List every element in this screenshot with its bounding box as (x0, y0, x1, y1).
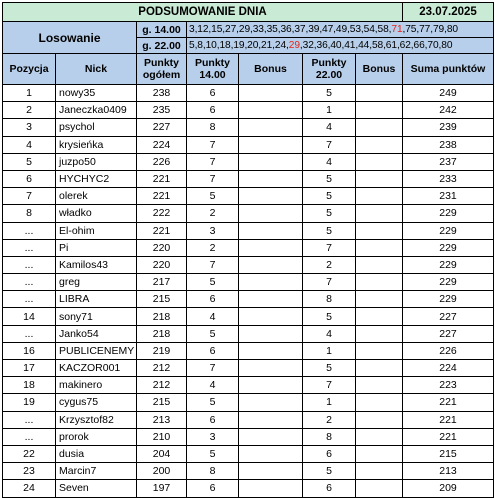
cell-position: 8 (3, 205, 56, 222)
cell-bonus-22 (356, 325, 403, 342)
cell-points-22: 5 (303, 188, 356, 205)
cell-nick: Krzysztof82 (56, 411, 137, 428)
cell-sum: 221 (403, 428, 494, 445)
table-row (3, 153, 494, 170)
cell-bonus-22 (356, 85, 403, 102)
cell-nick: dusia (56, 445, 137, 462)
cell-bonus-14 (239, 360, 303, 377)
cell-total: 215 (137, 291, 187, 308)
cell-points-14: 8 (187, 463, 239, 480)
cell-position: ... (3, 256, 56, 273)
cell-sum: 229 (403, 205, 494, 222)
col-header-total: Punkty ogółem (137, 54, 187, 85)
cell-bonus-22 (356, 188, 403, 205)
cell-bonus-22 (356, 308, 403, 325)
cell-nick: cygus75 (56, 394, 137, 411)
cell-nick: LIBRA (56, 291, 137, 308)
cell-bonus-14 (239, 119, 303, 136)
cell-bonus-22 (356, 342, 403, 359)
cell-points-14: 5 (187, 188, 239, 205)
cell-sum: 229 (403, 256, 494, 273)
cell-sum: 249 (403, 85, 494, 102)
cell-sum: 231 (403, 188, 494, 205)
table-row (3, 170, 494, 187)
col-header-bonus-14: Bonus (239, 54, 303, 85)
cell-points-14: 6 (187, 291, 239, 308)
table-row (3, 411, 494, 428)
cell-bonus-14 (239, 342, 303, 359)
cell-sum: 215 (403, 445, 494, 462)
cell-position: 23 (3, 463, 56, 480)
cell-position: 6 (3, 170, 56, 187)
cell-nick: Janeczka0409 (56, 102, 137, 119)
cell-bonus-22 (356, 480, 403, 497)
cell-nick: El-ohim (56, 222, 137, 239)
table-row (3, 428, 494, 445)
col-header-bonus-22: Bonus (356, 54, 403, 85)
cell-points-14: 4 (187, 308, 239, 325)
cell-points-14: 6 (187, 480, 239, 497)
cell-position: 17 (3, 360, 56, 377)
cell-points-22: 8 (303, 428, 356, 445)
col-header-nick: Nick (56, 54, 137, 85)
cell-nick: olerek (56, 188, 137, 205)
cell-position: 4 (3, 136, 56, 153)
cell-total: 224 (137, 136, 187, 153)
cell-total: 227 (137, 119, 187, 136)
cell-bonus-22 (356, 136, 403, 153)
cell-nick: Seven (56, 480, 137, 497)
cell-points-14: 5 (187, 394, 239, 411)
cell-points-22: 5 (303, 463, 356, 480)
cell-sum: 229 (403, 274, 494, 291)
cell-bonus-22 (356, 428, 403, 445)
cell-points-22: 5 (303, 85, 356, 102)
table-row (3, 325, 494, 342)
draw-highlight-22: 29 (288, 40, 300, 51)
cell-points-22: 2 (303, 256, 356, 273)
table-row (3, 291, 494, 308)
cell-points-22: 5 (303, 170, 356, 187)
cell-sum: 238 (403, 136, 494, 153)
cell-points-14: 8 (187, 119, 239, 136)
cell-sum: 229 (403, 239, 494, 256)
table-row (3, 445, 494, 462)
cell-points-22: 4 (303, 119, 356, 136)
cell-nick: Marcin7 (56, 463, 137, 480)
cell-bonus-22 (356, 394, 403, 411)
cell-points-22: 6 (303, 480, 356, 497)
cell-bonus-14 (239, 394, 303, 411)
table-row (3, 377, 494, 394)
cell-sum: 224 (403, 360, 494, 377)
cell-position: 1 (3, 85, 56, 102)
cell-bonus-14 (239, 428, 303, 445)
cell-bonus-14 (239, 256, 303, 273)
col-header-position: Pozycja (3, 54, 56, 85)
cell-points-22: 1 (303, 394, 356, 411)
cell-bonus-14 (239, 274, 303, 291)
cell-sum: 229 (403, 222, 494, 239)
cell-position: 16 (3, 342, 56, 359)
cell-points-14: 5 (187, 325, 239, 342)
cell-position: ... (3, 222, 56, 239)
cell-points-14: 7 (187, 153, 239, 170)
cell-points-14: 5 (187, 445, 239, 462)
cell-total: 220 (137, 256, 187, 273)
cell-nick: Kamilos43 (56, 256, 137, 273)
table-row (3, 360, 494, 377)
cell-total: 204 (137, 445, 187, 462)
cell-bonus-14 (239, 480, 303, 497)
cell-nick: juzpo50 (56, 153, 137, 170)
cell-total: 221 (137, 188, 187, 205)
cell-total: 222 (137, 205, 187, 222)
column-header-row (3, 54, 494, 85)
table-row (3, 480, 494, 497)
cell-bonus-14 (239, 325, 303, 342)
draw-time-14: g. 14.00 (137, 22, 187, 38)
table-row (3, 342, 494, 359)
cell-sum: 227 (403, 308, 494, 325)
cell-nick: PUBLICENEMY (56, 342, 137, 359)
page-title: PODSUMOWANIE DNIA (3, 3, 403, 22)
cell-bonus-22 (356, 377, 403, 394)
table-row (3, 239, 494, 256)
cell-bonus-22 (356, 222, 403, 239)
cell-bonus-14 (239, 445, 303, 462)
cell-position: 14 (3, 308, 56, 325)
cell-bonus-22 (356, 170, 403, 187)
cell-position: ... (3, 291, 56, 308)
cell-points-22: 6 (303, 445, 356, 462)
cell-total: 218 (137, 325, 187, 342)
cell-points-14: 7 (187, 136, 239, 153)
cell-points-14: 6 (187, 342, 239, 359)
cell-sum: 233 (403, 170, 494, 187)
cell-bonus-22 (356, 119, 403, 136)
cell-bonus-22 (356, 291, 403, 308)
cell-points-14: 6 (187, 411, 239, 428)
summary-table (2, 2, 494, 498)
draw-highlight-14: 71 (391, 24, 403, 35)
table-row (3, 256, 494, 273)
cell-bonus-14 (239, 308, 303, 325)
cell-total: 226 (137, 153, 187, 170)
cell-bonus-22 (356, 205, 403, 222)
cell-nick: krysieńka (56, 136, 137, 153)
cell-points-22: 7 (303, 136, 356, 153)
cell-position: 19 (3, 394, 56, 411)
cell-total: 238 (137, 85, 187, 102)
cell-points-14: 6 (187, 102, 239, 119)
cell-points-22: 5 (303, 360, 356, 377)
cell-bonus-22 (356, 360, 403, 377)
cell-points-22: 7 (303, 377, 356, 394)
cell-points-22: 4 (303, 325, 356, 342)
cell-bonus-14 (239, 188, 303, 205)
cell-bonus-22 (356, 445, 403, 462)
table-row (3, 85, 494, 102)
cell-bonus-14 (239, 377, 303, 394)
cell-total: 221 (137, 170, 187, 187)
table-row (3, 205, 494, 222)
cell-points-14: 3 (187, 428, 239, 445)
table-row (3, 394, 494, 411)
cell-bonus-14 (239, 291, 303, 308)
table-row (3, 463, 494, 480)
cell-position: ... (3, 428, 56, 445)
cell-points-22: 1 (303, 342, 356, 359)
cell-total: 218 (137, 308, 187, 325)
cell-bonus-14 (239, 205, 303, 222)
cell-bonus-14 (239, 153, 303, 170)
draw-time-22: g. 22.00 (137, 38, 187, 54)
cell-bonus-14 (239, 170, 303, 187)
cell-sum: 221 (403, 411, 494, 428)
cell-total: 200 (137, 463, 187, 480)
cell-nick: psychol (56, 119, 137, 136)
cell-position: 3 (3, 119, 56, 136)
cell-nick: Pi (56, 239, 137, 256)
col-header-points-22: Punkty 22.00 (303, 54, 356, 85)
cell-position: ... (3, 274, 56, 291)
cell-points-22: 4 (303, 153, 356, 170)
table-row (3, 188, 494, 205)
cell-nick: HYCHYC2 (56, 170, 137, 187)
cell-points-14: 5 (187, 274, 239, 291)
cell-sum: 227 (403, 325, 494, 342)
cell-nick: sony71 (56, 308, 137, 325)
cell-bonus-14 (239, 463, 303, 480)
cell-bonus-22 (356, 274, 403, 291)
cell-nick: władko (56, 205, 137, 222)
cell-total: 212 (137, 377, 187, 394)
table-row (3, 222, 494, 239)
cell-position: ... (3, 239, 56, 256)
cell-position: 7 (3, 188, 56, 205)
cell-total: 217 (137, 274, 187, 291)
cell-points-22: 8 (303, 291, 356, 308)
cell-sum: 213 (403, 463, 494, 480)
cell-position: 5 (3, 153, 56, 170)
cell-nick: makinero (56, 377, 137, 394)
cell-points-22: 2 (303, 411, 356, 428)
cell-position: 18 (3, 377, 56, 394)
col-header-sum: Suma punktów (403, 54, 494, 85)
cell-nick: Janko54 (56, 325, 137, 342)
cell-sum: 239 (403, 119, 494, 136)
cell-position: ... (3, 325, 56, 342)
cell-bonus-14 (239, 222, 303, 239)
cell-sum: 242 (403, 102, 494, 119)
cell-total: 213 (137, 411, 187, 428)
table-row (3, 136, 494, 153)
cell-nick: nowy35 (56, 85, 137, 102)
cell-bonus-22 (356, 153, 403, 170)
cell-bonus-22 (356, 463, 403, 480)
cell-total: 210 (137, 428, 187, 445)
cell-points-22: 7 (303, 239, 356, 256)
cell-sum: 237 (403, 153, 494, 170)
draw-numbers-14: 3,12,15,27,29,33,35,36,37,39,47,49,53,54,58,71,75,77,79,80 (187, 22, 494, 38)
table-row (3, 274, 494, 291)
cell-points-22: 5 (303, 205, 356, 222)
table-row (3, 308, 494, 325)
cell-total: 219 (137, 342, 187, 359)
cell-points-14: 4 (187, 377, 239, 394)
cell-points-22: 5 (303, 222, 356, 239)
cell-bonus-14 (239, 102, 303, 119)
cell-position: 2 (3, 102, 56, 119)
cell-points-14: 2 (187, 239, 239, 256)
cell-bonus-22 (356, 411, 403, 428)
table-row (3, 102, 494, 119)
cell-points-22: 5 (303, 308, 356, 325)
cell-nick: prorok (56, 428, 137, 445)
cell-total: 220 (137, 239, 187, 256)
cell-total: 235 (137, 102, 187, 119)
cell-bonus-22 (356, 102, 403, 119)
daily-summary-sheet (2, 2, 493, 498)
cell-bonus-22 (356, 256, 403, 273)
cell-nick: KACZOR001 (56, 360, 137, 377)
cell-points-14: 6 (187, 85, 239, 102)
draw-label: Losowanie (3, 22, 137, 54)
cell-total: 212 (137, 360, 187, 377)
cell-points-22: 7 (303, 274, 356, 291)
draw-numbers-22: 5,8,10,18,19,20,21,24,29,32,36,40,41,44,58,61,62,66,70,80 (187, 38, 494, 54)
cell-total: 221 (137, 222, 187, 239)
cell-points-14: 7 (187, 170, 239, 187)
cell-total: 197 (137, 480, 187, 497)
cell-sum: 226 (403, 342, 494, 359)
cell-bonus-22 (356, 239, 403, 256)
cell-points-14: 7 (187, 256, 239, 273)
cell-points-14: 3 (187, 222, 239, 239)
cell-bonus-14 (239, 85, 303, 102)
cell-sum: 209 (403, 480, 494, 497)
cell-position: ... (3, 411, 56, 428)
cell-sum: 229 (403, 291, 494, 308)
cell-sum: 223 (403, 377, 494, 394)
cell-points-14: 7 (187, 360, 239, 377)
summary-date: 23.07.2025 (403, 3, 494, 22)
cell-bonus-14 (239, 136, 303, 153)
table-row (3, 119, 494, 136)
cell-position: 24 (3, 480, 56, 497)
cell-bonus-14 (239, 239, 303, 256)
cell-sum: 221 (403, 394, 494, 411)
col-header-points-14: Punkty 14.00 (187, 54, 239, 85)
cell-position: 22 (3, 445, 56, 462)
cell-bonus-14 (239, 411, 303, 428)
cell-nick: greg (56, 274, 137, 291)
cell-total: 215 (137, 394, 187, 411)
cell-points-22: 1 (303, 102, 356, 119)
cell-points-14: 2 (187, 205, 239, 222)
